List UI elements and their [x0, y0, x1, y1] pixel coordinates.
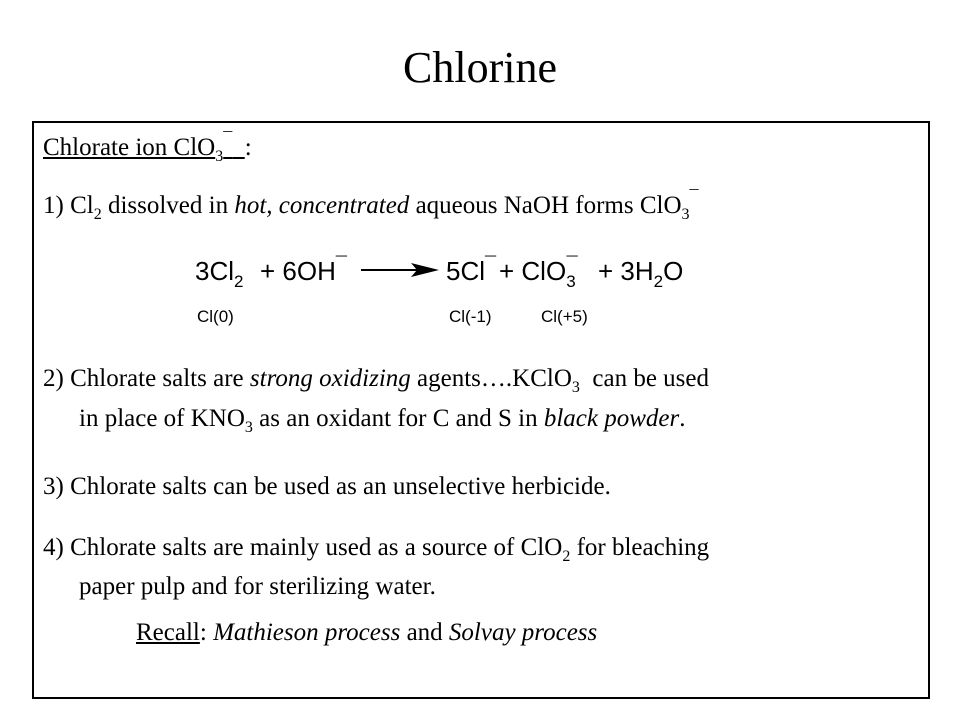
eq-water-text: + 3H	[598, 256, 654, 286]
point-1-text-c: aqueous NaOH forms ClO	[415, 192, 682, 219]
recall-label: Recall	[136, 619, 200, 646]
heading-colon: :	[244, 134, 252, 161]
point-1	[43, 187, 699, 223]
point-4-text-b: for bleaching	[576, 534, 710, 561]
recall-mathieson: Mathieson process	[213, 619, 401, 646]
slide-title: Chlorine	[403, 43, 557, 92]
point-2-line-1	[43, 364, 709, 394]
eq-clo3-text: + ClO	[499, 256, 567, 286]
point-4-line-1	[43, 533, 709, 563]
point-3-text: Chlorate salts can be used as an unselective herbicide.	[70, 473, 611, 500]
eq-water-sub: 2	[653, 272, 664, 291]
eq-product-clo3	[499, 254, 578, 291]
point-1-charge: ¯	[689, 187, 699, 207]
heading-label: Chlorate ion ClO	[43, 134, 216, 161]
point-2-text-b: agents….KClO	[417, 365, 572, 392]
eq-reactant-oh	[260, 256, 347, 286]
point-2-text-a: Chlorate salts are	[70, 365, 244, 392]
ox-state-cl0: Cl(0)	[197, 307, 234, 326]
point-4-text-a: Chlorate salts are mainly used as a source of ClO	[70, 534, 563, 561]
eq-reactant-cl2	[195, 256, 244, 291]
point-4-number: 4)	[43, 534, 64, 561]
point-2-emphasis-b: black powder	[543, 405, 680, 432]
point-2-text-e: as an oxidant for C and S in	[259, 405, 538, 432]
point-2-emphasis-a: strong oxidizing	[249, 365, 411, 392]
eq-oh-charge: ¯	[335, 254, 347, 276]
point-1-text-a: Cl	[70, 192, 94, 219]
eq-product-cl	[446, 256, 496, 286]
point-2-text-d: in place of KNO	[79, 405, 245, 432]
point-2-sub-b: 3	[244, 419, 253, 436]
point-1-emphasis: hot, concentrated	[234, 192, 410, 219]
recall-colon: :	[199, 619, 207, 646]
point-3-number: 3)	[43, 473, 64, 500]
point-4-sub: 2	[562, 548, 571, 565]
point-1-text-b: dissolved in	[107, 192, 229, 219]
eq-cl2-text: 3Cl	[195, 256, 235, 286]
recall-and: and	[406, 619, 443, 646]
point-2-line-2	[79, 404, 686, 434]
point-2-sub-a: 3	[571, 379, 580, 396]
eq-clo3-charge: ¯	[566, 254, 578, 276]
eq-water-o: O	[663, 256, 684, 286]
eq-oh-text: + 6OH	[260, 256, 336, 286]
reaction-arrow-icon	[359, 260, 441, 280]
point-2-period: .	[679, 405, 686, 432]
point-4-line-2: paper pulp and for sterilizing water.	[79, 573, 436, 600]
heading-underlined	[43, 129, 245, 165]
eq-clo3-sub: 3	[566, 272, 576, 291]
recall-solvay: Solvay process	[448, 619, 598, 646]
ox-state-clp5: Cl(+5)	[541, 307, 588, 326]
eq-cl-charge: ¯	[485, 254, 497, 276]
point-1-number: 1)	[43, 192, 64, 219]
heading-charge: ¯	[223, 129, 233, 149]
eq-cl-text: 5Cl	[446, 256, 486, 286]
ox-state-clm1: Cl(-1)	[449, 307, 492, 326]
point-3	[43, 472, 611, 502]
point-2-number: 2)	[43, 365, 64, 392]
eq-product-water	[598, 256, 684, 291]
point-1-sub-b: 3	[681, 206, 690, 223]
section-heading	[43, 129, 252, 165]
point-1-sub-a: 2	[93, 206, 102, 223]
heading-sub: 3	[215, 148, 224, 165]
point-2-text-c: can be used	[592, 365, 710, 392]
eq-cl2-sub: 2	[234, 272, 244, 291]
recall-line	[136, 618, 597, 648]
